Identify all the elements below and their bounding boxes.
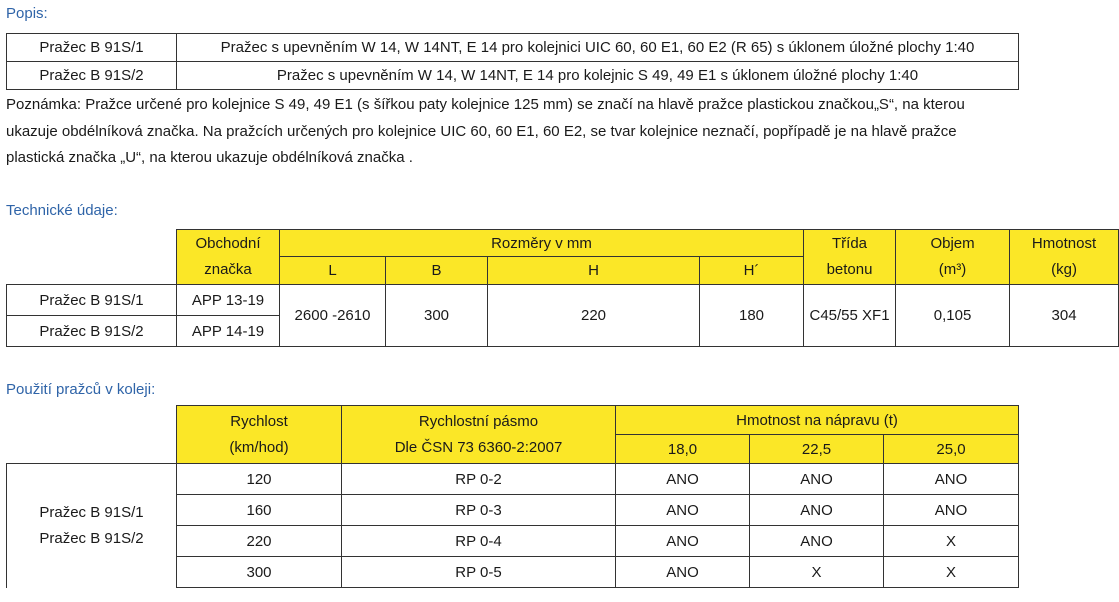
volume-value: 0,105 <box>896 285 1010 347</box>
axle-22-value: ANO <box>750 526 884 557</box>
axle-load-header: Hmotnost na nápravu (t) <box>616 406 1019 435</box>
speed-value: 120 <box>177 464 342 495</box>
axle-22-value: ANO <box>750 464 884 495</box>
dim-B-value: 300 <box>386 285 488 347</box>
table-row <box>7 285 1119 316</box>
product-name: Pražec B 91S/2 <box>7 62 177 90</box>
usage-table <box>6 405 1019 588</box>
dim-H-header: H <box>488 257 700 285</box>
note-paragraph: Poznámka: Pražce určené pro kolejnice S 49, 49 E1 (s šířkou paty kolejnice 125 mm) se značí na hlavě pražce plastickou značkou„S“, na kterou ukazuje obdélníková značka. Na pražcích určených pro kolejnice UIC 60, 60 E1, 60 E2, se tvar kolejnice neznačí, popřípadě je na hlavě pražce plastická značka „U“, na kterou ukazuje obdélníková značka . <box>6 96 965 166</box>
axle-22-value: X <box>750 557 884 588</box>
dim-L-header: L <box>280 257 386 285</box>
zone-value: RP 0-2 <box>342 464 616 495</box>
class-header-line1: Třída <box>832 235 868 252</box>
zone-header-line1: Rychlostní pásmo <box>418 412 539 430</box>
dims-header: Rozměry v mm <box>280 230 804 257</box>
zone-value: RP 0-5 <box>342 557 616 588</box>
speed-value: 220 <box>177 526 342 557</box>
trade-header-line2: značka <box>204 261 252 278</box>
volume-header <box>896 230 1010 285</box>
axle-load-18-header: 18,0 <box>616 435 750 464</box>
product-name: Pražec B 91S/1 <box>39 503 144 521</box>
axle-18-value: ANO <box>616 526 750 557</box>
axle-load-22-header: 22,5 <box>750 435 884 464</box>
product-name: Pražec B 91S/1 <box>7 285 177 316</box>
mass-header <box>1010 230 1119 285</box>
speed-header <box>177 406 342 464</box>
axle-18-value: ANO <box>616 495 750 526</box>
zone-value: RP 0-3 <box>342 495 616 526</box>
empty-corner <box>7 406 177 464</box>
table-row <box>7 464 1019 495</box>
mass-value: 304 <box>1010 285 1119 347</box>
axle-18-value: ANO <box>616 464 750 495</box>
dim-H-value: 220 <box>488 285 700 347</box>
tech-heading: Technické údaje: <box>6 202 118 219</box>
axle-25-value: ANO <box>884 495 1019 526</box>
volume-header-line1: Objem <box>930 235 975 252</box>
concrete-class-value: C45/55 XF1 <box>804 285 896 347</box>
usage-heading: Použití pražců v koleji: <box>6 381 156 398</box>
zone-header-line2: Dle ČSN 73 6360-2:2007 <box>394 438 563 456</box>
speed-value: 300 <box>177 557 342 588</box>
dim-L-value: 2600 -2610 <box>280 285 386 347</box>
speed-header-line1: Rychlost <box>230 412 288 430</box>
axle-25-value: ANO <box>884 464 1019 495</box>
product-names-cell <box>7 464 177 588</box>
product-name: Pražec B 91S/2 <box>39 529 144 547</box>
product-name: Pražec B 91S/2 <box>7 316 177 347</box>
dim-H2-header: H´ <box>700 257 804 285</box>
speed-header-line2: (km/hod) <box>229 438 289 456</box>
zone-value: RP 0-4 <box>342 526 616 557</box>
class-header-line2: betonu <box>826 261 873 278</box>
mass-header-line2: (kg) <box>1051 261 1077 278</box>
empty-corner <box>7 230 177 285</box>
dim-B-header: B <box>386 257 488 285</box>
axle-25-value: X <box>884 557 1019 588</box>
trade-code: APP 13-19 <box>177 285 280 316</box>
product-description: Pražec s upevněním W 14, W 14NT, E 14 pro kolejnic S 49, 49 E1 s úklonem úložné plochy 1:40 <box>177 62 1019 90</box>
axle-22-value: ANO <box>750 495 884 526</box>
product-name: Pražec B 91S/1 <box>7 34 177 62</box>
trade-code: APP 14-19 <box>177 316 280 347</box>
dim-H2-value: 180 <box>700 285 804 347</box>
volume-header-line2: (m³) <box>938 261 967 278</box>
popis-heading: Popis: <box>6 5 48 22</box>
axle-25-value: X <box>884 526 1019 557</box>
table-row <box>7 62 1019 90</box>
popis-table <box>6 33 1019 90</box>
zone-header <box>342 406 616 464</box>
axle-load-25-header: 25,0 <box>884 435 1019 464</box>
tech-table <box>6 229 1119 347</box>
mass-header-line1: Hmotnost <box>1031 235 1097 252</box>
class-header <box>804 230 896 285</box>
product-description: Pražec s upevněním W 14, W 14NT, E 14 pro kolejnici UIC 60, 60 E1, 60 E2 (R 65) s úklonem úložné plochy 1:40 <box>177 34 1019 62</box>
trade-header <box>177 230 280 285</box>
speed-value: 160 <box>177 495 342 526</box>
table-row <box>7 34 1019 62</box>
trade-header-line1: Obchodní <box>195 235 261 252</box>
axle-18-value: ANO <box>616 557 750 588</box>
